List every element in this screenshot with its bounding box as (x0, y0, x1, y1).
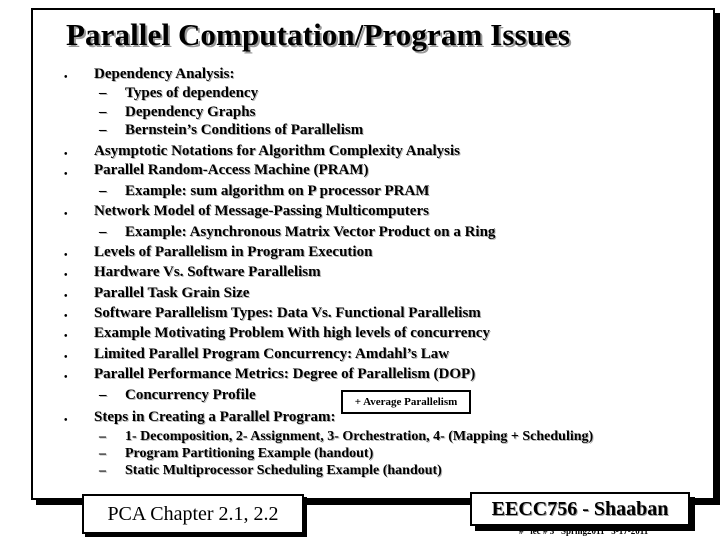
sub-item: – Program Partitioning Example (handout) (99, 446, 374, 461)
list-item: Parallel Performance Metrics: Degree of Parallelism (DOP) (94, 366, 476, 382)
list-item: Hardware Vs. Software Parallelism (94, 264, 321, 280)
bullet-icon: • (64, 270, 68, 281)
list-item: Parallel Random-Access Machine (PRAM) (94, 162, 369, 178)
course-title-box: EECC756 - Shaaban (470, 492, 690, 526)
bullet-icon: • (64, 311, 68, 322)
sub-item: – Example: Asynchronous Matrix Vector Product on a Ring (99, 224, 496, 240)
footer-date: 3-17-2011 (611, 526, 649, 536)
bullet-icon: • (64, 291, 68, 302)
bullet-icon: • (64, 72, 68, 83)
sub-item: – Types of dependency (99, 85, 259, 101)
sub-item: – 1- Decomposition, 2- Assignment, 3- Orchestration, 4- (Mapping + Scheduling) (99, 429, 594, 444)
bullet-icon: • (64, 415, 68, 426)
footer-hash: # (519, 526, 524, 536)
list-item: Asymptotic Notations for Algorithm Complexity Analysis (94, 143, 460, 159)
sub-item: – Example: sum algorithm on P processor PRAM (99, 183, 430, 199)
pca-chapter-box: PCA Chapter 2.1, 2.2 (82, 494, 304, 534)
list-item: Limited Parallel Program Concurrency: Amdahl’s Law (94, 346, 450, 362)
footer-term: Spring2011 (561, 526, 605, 536)
sub-item: – Dependency Graphs (99, 104, 256, 120)
bullet-icon: • (64, 372, 68, 383)
bullet-icon: • (64, 209, 68, 220)
sub-item: – Concurrency Profile (99, 387, 256, 403)
bullet-icon: • (64, 352, 68, 363)
sub-item: – Static Multiprocessor Scheduling Example (handout) (99, 463, 442, 478)
bullet-icon: • (64, 149, 68, 160)
list-item: Parallel Task Grain Size (94, 285, 250, 301)
slide-footer (519, 526, 648, 536)
bullet-icon: • (64, 331, 68, 342)
list-item: Levels of Parallelism in Program Execution (94, 244, 373, 260)
list-item: Network Model of Message-Passing Multicomputers (94, 203, 429, 219)
bullet-icon: • (64, 169, 68, 180)
average-parallelism-note: + Average Parallelism (341, 390, 471, 414)
list-item: Example Motivating Problem With high levels of concurrency (94, 325, 490, 341)
list-item: Dependency Analysis: (94, 66, 235, 82)
list-item: Steps in Creating a Parallel Program: (94, 409, 336, 425)
footer-lecture: lec # 3 (530, 526, 555, 536)
bullet-icon: • (64, 250, 68, 261)
slide-title: Parallel Computation/Program Issues (66, 17, 571, 52)
list-item: Software Parallelism Types: Data Vs. Functional Parallelism (94, 305, 481, 321)
sub-item: – Bernstein’s Conditions of Parallelism (99, 122, 364, 138)
